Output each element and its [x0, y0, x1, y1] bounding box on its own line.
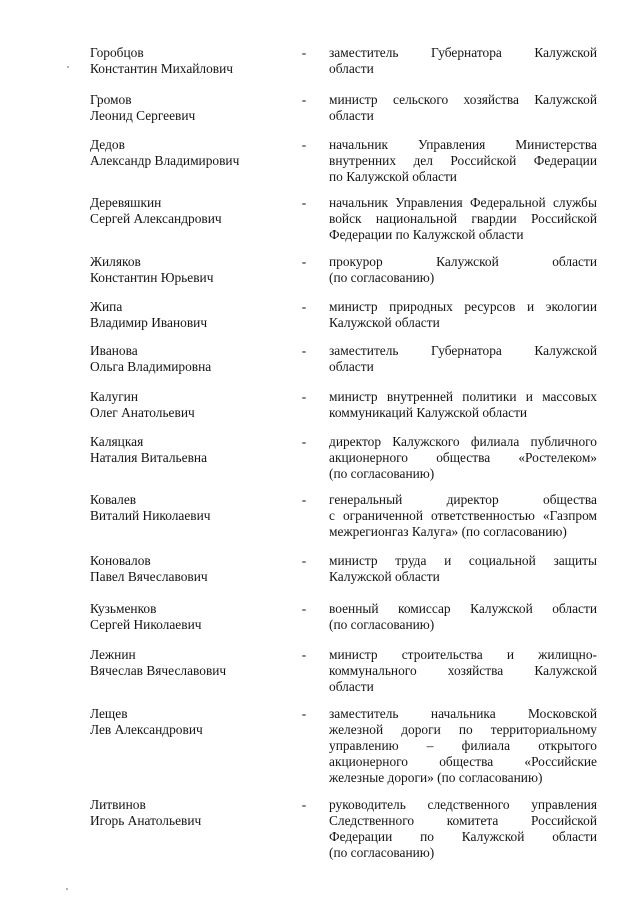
member-name	[90, 434, 305, 466]
position-line: (по согласованию)	[329, 845, 435, 860]
separator-dash: -	[301, 343, 307, 358]
separator-dash: -	[301, 492, 307, 507]
member-position	[329, 553, 597, 585]
member-position	[329, 195, 597, 243]
member-name	[90, 45, 305, 77]
position-line: министр природных ресурсов и экологии	[329, 299, 597, 314]
member-given-names: Павел Вячеславович	[90, 569, 208, 584]
position-line: Следственного комитета Российской	[329, 813, 597, 828]
position-line: заместитель начальника Московской	[329, 706, 597, 721]
member-position	[329, 92, 597, 124]
member-surname: Калугин	[90, 389, 139, 404]
member-position	[329, 434, 597, 482]
position-line: директор Калужского филиала публичного	[329, 434, 597, 449]
position-line: прокурор Калужской области	[329, 254, 597, 269]
member-name	[90, 389, 305, 421]
separator-dash: -	[301, 92, 307, 107]
member-surname: Дедов	[90, 137, 125, 152]
position-line: коммуникаций Калужской области	[329, 405, 528, 420]
member-position	[329, 45, 597, 77]
member-position	[329, 299, 597, 331]
member-name	[90, 137, 305, 169]
member-position	[329, 706, 597, 786]
member-given-names: Константин Михайлович	[90, 61, 234, 76]
member-surname: Иванова	[90, 343, 138, 358]
separator-dash: -	[301, 797, 307, 812]
member-given-names: Вячеслав Вячеславович	[90, 663, 227, 678]
member-name	[90, 647, 305, 679]
member-surname: Деревяшкин	[90, 195, 162, 210]
position-line: Калужской области	[329, 315, 440, 330]
position-line: заместитель Губернатора Калужской	[329, 343, 597, 358]
separator-dash: -	[301, 137, 307, 152]
separator-dash: -	[301, 195, 307, 210]
position-line: министр труда и социальной защиты	[329, 553, 597, 568]
member-surname: Каляцкая	[90, 434, 144, 449]
position-line: железные дороги» (по согласованию)	[329, 770, 543, 785]
position-line: Калужской области	[329, 569, 440, 584]
member-given-names: Ольга Владимировна	[90, 359, 212, 374]
separator-dash: -	[301, 434, 307, 449]
member-position	[329, 137, 597, 185]
member-position	[329, 343, 597, 375]
position-line: министр сельского хозяйства Калужской	[329, 92, 597, 107]
member-surname: Литвинов	[90, 797, 146, 812]
member-surname: Лежнин	[90, 647, 136, 662]
member-given-names: Константин Юрьевич	[90, 270, 214, 285]
member-position	[329, 389, 597, 421]
member-surname: Жипа	[90, 299, 123, 314]
member-given-names: Наталия Витальевна	[90, 450, 208, 465]
position-line: министр строительства и жилищно-	[329, 647, 597, 662]
position-line: начальник Управления Министерства	[329, 137, 597, 152]
position-line: руководитель следственного управления	[329, 797, 597, 812]
position-line: Федерации по Калужской области	[329, 829, 597, 844]
position-line: внутренних дел Российской Федерации	[329, 153, 597, 168]
member-given-names: Владимир Иванович	[90, 315, 208, 330]
member-position	[329, 492, 597, 540]
member-name	[90, 492, 305, 524]
member-position	[329, 797, 597, 861]
scan-speck	[66, 888, 68, 890]
member-given-names: Лев Александрович	[90, 722, 203, 737]
member-position	[329, 647, 597, 695]
position-line: межрегионгаз Калуга» (по согласованию)	[329, 524, 567, 539]
separator-dash: -	[301, 601, 307, 616]
member-given-names: Игорь Анатольевич	[90, 813, 202, 828]
position-line: Федерации по Калужской области	[329, 227, 524, 242]
member-given-names: Леонид Сергеевич	[90, 108, 196, 123]
member-name	[90, 92, 305, 124]
position-line: заместитель Губернатора Калужской	[329, 45, 597, 60]
separator-dash: -	[301, 299, 307, 314]
separator-dash: -	[301, 647, 307, 662]
member-name	[90, 299, 305, 331]
member-surname: Кузьменков	[90, 601, 157, 616]
position-line: акционерного общества «Российские	[329, 754, 597, 769]
position-line: с ограниченной ответственностью «Газпром	[329, 508, 597, 523]
position-line: (по согласованию)	[329, 617, 435, 632]
position-line: министр внутренней политики и массовых	[329, 389, 597, 404]
member-surname: Горобцов	[90, 45, 144, 60]
member-given-names: Виталий Николаевич	[90, 508, 211, 523]
position-line: акционерного общества «Ростелеком»	[329, 450, 597, 465]
member-surname: Громов	[90, 92, 132, 107]
member-name	[90, 706, 305, 738]
scan-speck	[67, 66, 69, 68]
member-surname: Жиляков	[90, 254, 141, 269]
member-name	[90, 553, 305, 585]
position-line: коммунального хозяйства Калужской	[329, 663, 597, 678]
member-surname: Коновалов	[90, 553, 151, 568]
separator-dash: -	[301, 45, 307, 60]
separator-dash: -	[301, 706, 307, 721]
position-line: (по согласованию)	[329, 270, 435, 285]
position-line: области	[329, 108, 374, 123]
position-line: области	[329, 359, 374, 374]
position-line: генеральный директор общества	[329, 492, 597, 507]
member-name	[90, 797, 305, 829]
member-position	[329, 601, 597, 633]
separator-dash: -	[301, 389, 307, 404]
separator-dash: -	[301, 553, 307, 568]
position-line: военный комиссар Калужской области	[329, 601, 597, 616]
position-line: по Калужской области	[329, 169, 457, 184]
member-given-names: Александр Владимирович	[90, 153, 240, 168]
member-name	[90, 343, 305, 375]
member-name	[90, 254, 305, 286]
position-line: управлению – филиала открытого	[329, 738, 597, 753]
member-name	[90, 195, 305, 227]
separator-dash: -	[301, 254, 307, 269]
member-surname: Лещев	[90, 706, 128, 721]
member-given-names: Сергей Николаевич	[90, 617, 202, 632]
position-line: области	[329, 679, 374, 694]
position-line: (по согласованию)	[329, 466, 435, 481]
member-surname: Ковалев	[90, 492, 137, 507]
position-line: начальник Управления Федеральной службы	[329, 195, 597, 210]
member-given-names: Сергей Александрович	[90, 211, 222, 226]
position-line: железной дороги по территориальному	[329, 722, 597, 737]
position-line: войск национальной гвардии Российской	[329, 211, 597, 226]
position-line: области	[329, 61, 374, 76]
member-given-names: Олег Анатольевич	[90, 405, 195, 420]
member-name	[90, 601, 305, 633]
member-position	[329, 254, 597, 286]
